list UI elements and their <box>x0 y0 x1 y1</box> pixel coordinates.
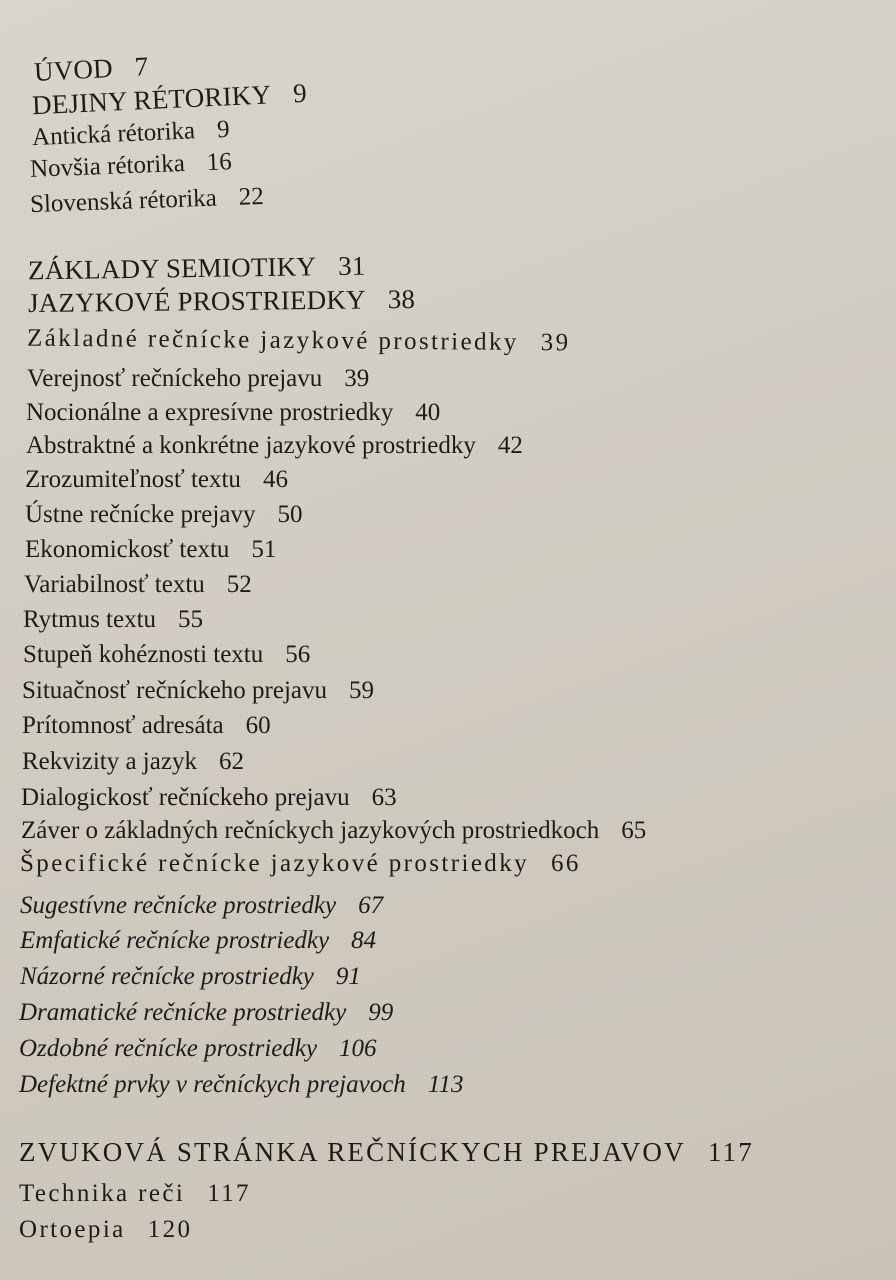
toc-entry-rekvizity-a-jazyk <box>22 749 244 774</box>
toc-page: 117 <box>207 1180 251 1207</box>
toc-page: 52 <box>226 571 252 598</box>
toc-entry-pritomnost-adresata <box>22 713 271 738</box>
toc-title: Variabilnosť textu <box>24 571 205 598</box>
toc-title: Ortoepia <box>19 1216 126 1243</box>
toc-title: Názorné rečnícke prostriedky <box>20 963 314 990</box>
toc-entry-rytmus-textu <box>23 607 203 632</box>
toc-title: Situačnosť rečníckeho prejavu <box>22 677 328 704</box>
toc-entry-defektne-prvky <box>19 1072 463 1097</box>
toc-title: Dialogickosť rečníckeho prejavu <box>21 784 350 811</box>
toc-title: Ekonomickosť textu <box>25 536 230 563</box>
toc-page: 9 <box>216 115 231 144</box>
toc-page: 67 <box>358 892 384 919</box>
toc-title: Rekvizity a jazyk <box>22 748 197 775</box>
toc-title: Abstraktné a konkrétne jazykové prostriedky <box>26 432 476 459</box>
toc-title: DEJINY RÉTORIKY <box>31 79 272 121</box>
toc-entry-zrozumitelnost-textu <box>25 467 288 492</box>
toc-entry-stupen-koheznosti-textu <box>23 642 310 667</box>
toc-page: 66 <box>551 850 581 877</box>
toc-title: Zrozumiteľnosť textu <box>25 466 241 493</box>
toc-title: Ozdobné rečnícke prostriedky <box>19 1035 318 1062</box>
toc-page: 9 <box>292 77 308 109</box>
toc-entry-zaklady-semiotiky <box>27 250 366 286</box>
toc-page: 65 <box>621 817 647 844</box>
toc-entry-jazykove-prostriedky <box>27 283 416 319</box>
toc-title: Základné rečnícke jazykové prostriedky <box>26 324 519 356</box>
toc-page: 60 <box>245 712 271 739</box>
toc-title: Rytmus textu <box>23 606 157 633</box>
toc-page: 39 <box>540 329 571 357</box>
toc-title: Špecifické rečnícke jazykové prostriedky <box>20 850 530 877</box>
toc-entry-verejnost-recnickeho-prejavu <box>27 366 369 391</box>
toc-entry-ustne-recnicke-prejavy <box>25 502 302 527</box>
toc-page: 113 <box>427 1071 464 1098</box>
toc-entry-dejiny-retoriky <box>31 77 308 121</box>
toc-title: Nocionálne a expresívne prostriedky <box>26 399 394 426</box>
toc-entry-anticka-retorika <box>32 117 230 150</box>
toc-entry-emfaticke-recnicke-prostriedky <box>20 928 376 953</box>
toc-title: Defektné prvky v rečníckych prejavoch <box>19 1071 406 1098</box>
toc-page: 62 <box>218 748 244 775</box>
toc-title: Záver o základných rečníckych jazykových prostriedkoch <box>21 817 600 844</box>
toc-title: Novšia rétorika <box>29 149 186 183</box>
toc-entry-nocionalne-a-expresivne-prostriedky <box>26 400 440 425</box>
toc-page: 84 <box>351 927 377 954</box>
toc-title: ZÁKLADY SEMIOTIKY <box>27 251 317 286</box>
toc-entry-uvod <box>33 53 149 86</box>
toc-title: Antická rétorika <box>31 117 196 152</box>
toc-page: 46 <box>262 466 288 493</box>
toc-entry-technika-reci <box>19 1181 251 1206</box>
toc-title: ZVUKOVÁ STRÁNKA REČNÍCKYCH PREJAVOV <box>19 1137 686 1167</box>
toc-entry-specificke-recnicke-jazykove-prostriedky <box>20 851 581 876</box>
toc-page: 63 <box>371 784 397 811</box>
toc-page: 31 <box>337 250 366 282</box>
toc-title: Ústne rečnícke prejavy <box>25 501 256 528</box>
toc-entry-nazorne-recnicke-prostriedky <box>20 964 361 989</box>
toc-page: 91 <box>335 963 361 990</box>
toc-entry-zakladne-recnicke-jazykove-prostriedky <box>27 326 571 356</box>
toc-title: Stupeň kohéznosti textu <box>23 641 264 668</box>
toc-page: 56 <box>285 641 311 668</box>
toc-entry-abstraktne-a-konkretne-jazykove-prostriedky <box>26 433 523 458</box>
toc-page: 22 <box>238 182 265 211</box>
toc-title: Dramatické rečnícke prostriedky <box>19 999 347 1026</box>
toc-title: Emfatické rečnícke prostriedky <box>20 927 330 954</box>
toc-title: Sugestívne rečnícke prostriedky <box>20 892 337 919</box>
toc-page: 40 <box>415 399 441 426</box>
toc-page: 51 <box>251 536 277 563</box>
toc-title: Prítomnosť adresáta <box>22 712 224 739</box>
toc-page: 38 <box>387 283 416 315</box>
toc-page: 7 <box>133 51 150 82</box>
toc-entry-slovenska-retorika <box>30 184 264 217</box>
toc-entry-sugestivne-recnicke-prostriedky <box>20 893 383 918</box>
toc-title: Verejnosť rečníckeho prejavu <box>27 365 323 392</box>
toc-entry-dramaticke-recnicke-prostriedky <box>19 1000 393 1025</box>
toc-page: 106 <box>339 1035 377 1062</box>
toc-entry-ekonomickost-textu <box>25 537 276 562</box>
toc-page: 120 <box>147 1216 193 1243</box>
toc-page: 59 <box>349 677 375 704</box>
toc-page: 16 <box>206 148 233 177</box>
toc-entry-situacnost-recnickeho-prejavu <box>22 678 374 703</box>
toc-entry-ortoepia <box>19 1217 192 1242</box>
toc-page: 99 <box>368 999 394 1026</box>
toc-page: 50 <box>277 501 303 528</box>
toc-page: 117 <box>707 1137 754 1167</box>
toc-title: Slovenská rétorika <box>29 184 218 219</box>
toc-entry-ozdobne-recnicke-prostriedky <box>19 1036 377 1061</box>
toc-page: 55 <box>178 606 204 633</box>
toc-entry-zaver-o-zakladnych-prostriedkoch <box>21 818 646 843</box>
toc-entry-novsia-retorika <box>30 149 233 182</box>
toc-entry-dialogickost-recnickeho-prejavu <box>21 785 397 810</box>
toc-entry-variabilnost-textu <box>24 572 252 597</box>
toc-page: 39 <box>344 365 370 392</box>
toc-title: Technika reči <box>19 1180 186 1207</box>
toc-title: JAZYKOVÉ PROSTRIEDKY <box>27 284 366 319</box>
toc-page: 42 <box>497 432 523 459</box>
toc-title: ÚVOD <box>33 52 114 87</box>
toc-entry-zvukova-stranka <box>19 1139 754 1166</box>
